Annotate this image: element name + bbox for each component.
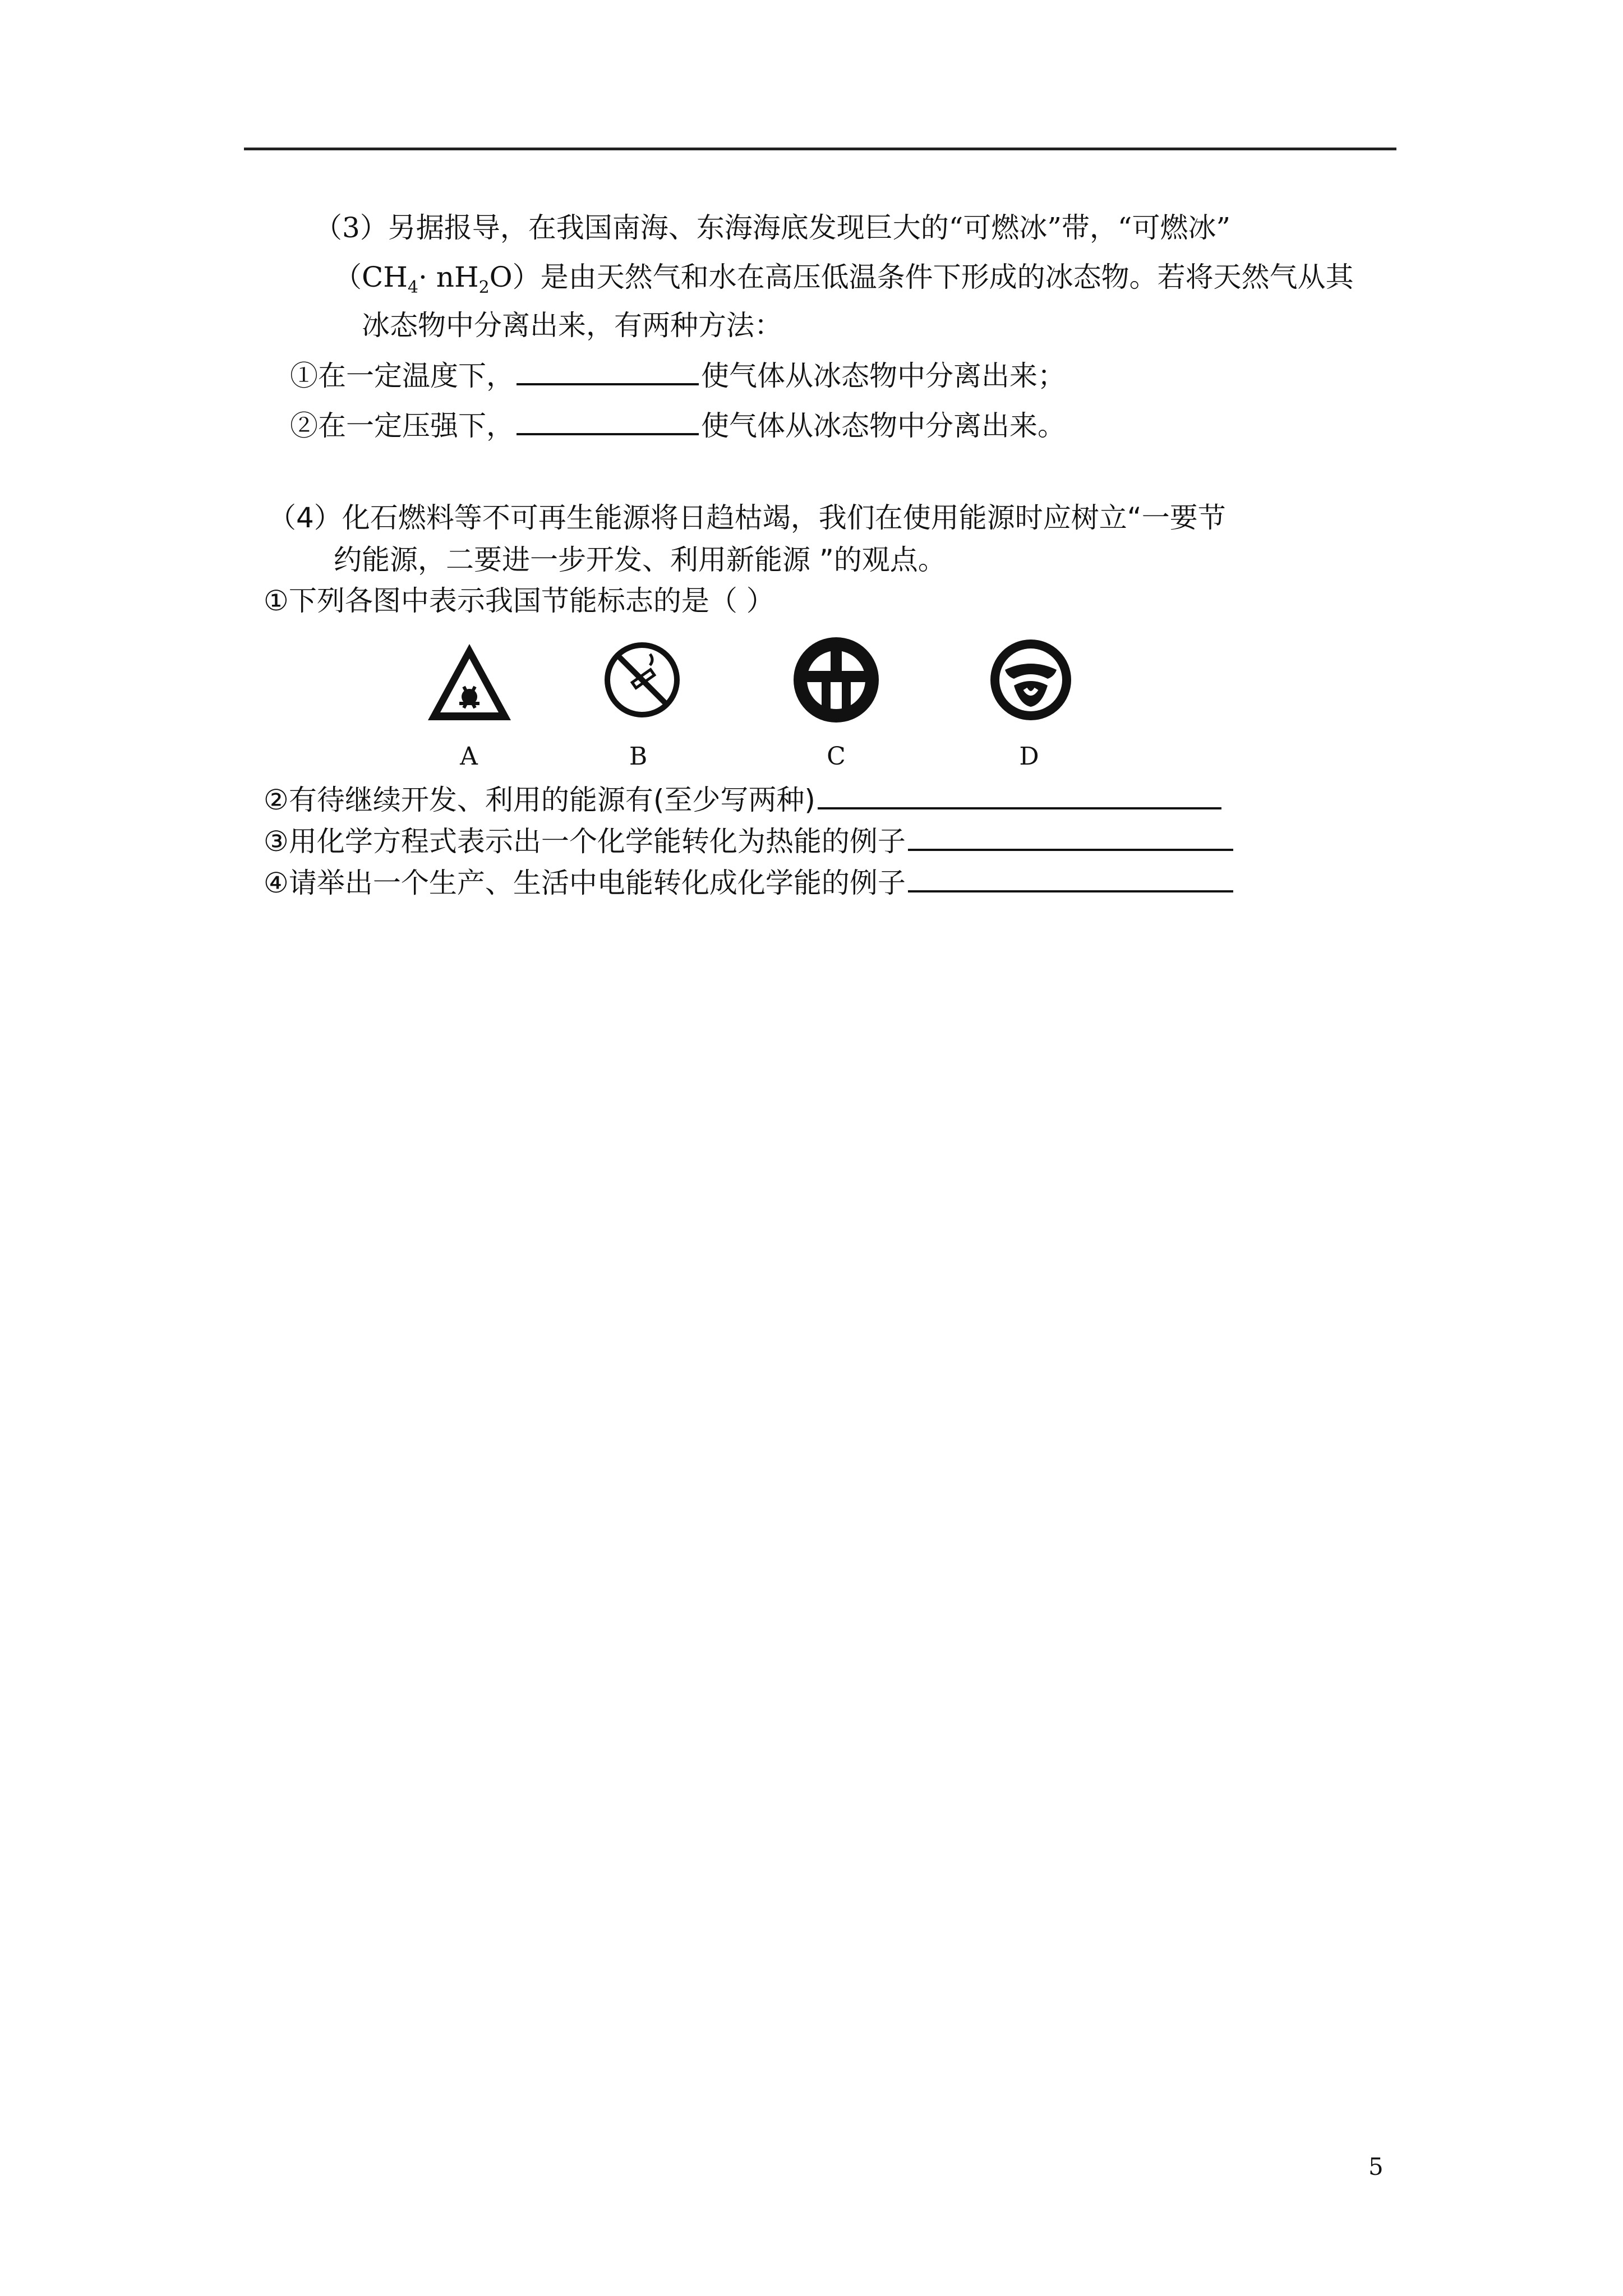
sub3-text: ③用化学方程式表示出一个化学能转化为热能的例子 <box>264 825 906 858</box>
formula-close: O） <box>489 261 541 293</box>
sub2-text: ②有待继续开发、利用的能源有(至少写两种) <box>264 784 815 816</box>
option-label-c: C <box>827 742 846 771</box>
method2-answer-blank[interactable] <box>517 432 699 435</box>
sub4-answer-blank[interactable] <box>908 890 1233 892</box>
water-saving-logo-icon <box>986 635 1076 727</box>
q3-line2 <box>334 260 1354 295</box>
energy-saving-logo-icon <box>789 633 883 729</box>
method1-prefix: ①在一定温度下， <box>290 360 514 392</box>
q3-line3: 冰态物中分离出来，有两种方法： <box>362 309 782 342</box>
method2-suffix: 使气体从冰态物中分离出来。 <box>701 409 1066 442</box>
warning-triangle-logo-icon <box>425 641 514 727</box>
sub4-text: ④请举出一个生产、生活中电能转化成化学能的例子 <box>264 867 906 899</box>
q3-line2-rest: 是由天然气和水在高压低温条件下形成的冰态物。若将天然气从其 <box>540 261 1354 293</box>
q4-sub4 <box>264 866 1235 900</box>
method1-suffix: 使气体从冰态物中分离出来； <box>701 360 1066 392</box>
option-label-a: A <box>460 742 478 771</box>
method1-answer-blank[interactable] <box>517 383 699 385</box>
formula-open: （CH <box>334 261 408 293</box>
q3-method1 <box>290 358 1066 393</box>
no-smoking-logo-icon <box>603 641 681 721</box>
formula-sub-4: 4 <box>407 278 418 297</box>
q4-sub2 <box>264 783 1224 817</box>
sub3-answer-blank[interactable] <box>908 848 1233 851</box>
q4-sub1: ①下列各图中表示我国节能标志的是（ ） <box>264 585 774 617</box>
q3-method2 <box>290 408 1066 443</box>
formula-mid: · nH <box>418 261 479 293</box>
q3-line1: （3）另据报导，在我国南海、东海海底发现巨大的“可燃冰”带，“可燃冰” <box>314 211 1231 244</box>
sub2-answer-blank[interactable] <box>818 807 1221 809</box>
header-rule <box>244 148 1396 150</box>
q4-sub3 <box>264 824 1235 859</box>
option-label-b: B <box>629 742 648 771</box>
method2-prefix: ②在一定压强下， <box>290 409 514 442</box>
page-number: 5 <box>1368 2153 1384 2180</box>
formula-sub-2: 2 <box>478 278 490 297</box>
q4-line2: 约能源，二要进一步开发、利用新能源 ”的观点。 <box>334 544 946 576</box>
q4-line1: （4）化石燃料等不可再生能源将日趋枯竭，我们在使用能源时应树立“一要节 <box>268 501 1226 534</box>
option-label-d: D <box>1019 742 1039 771</box>
